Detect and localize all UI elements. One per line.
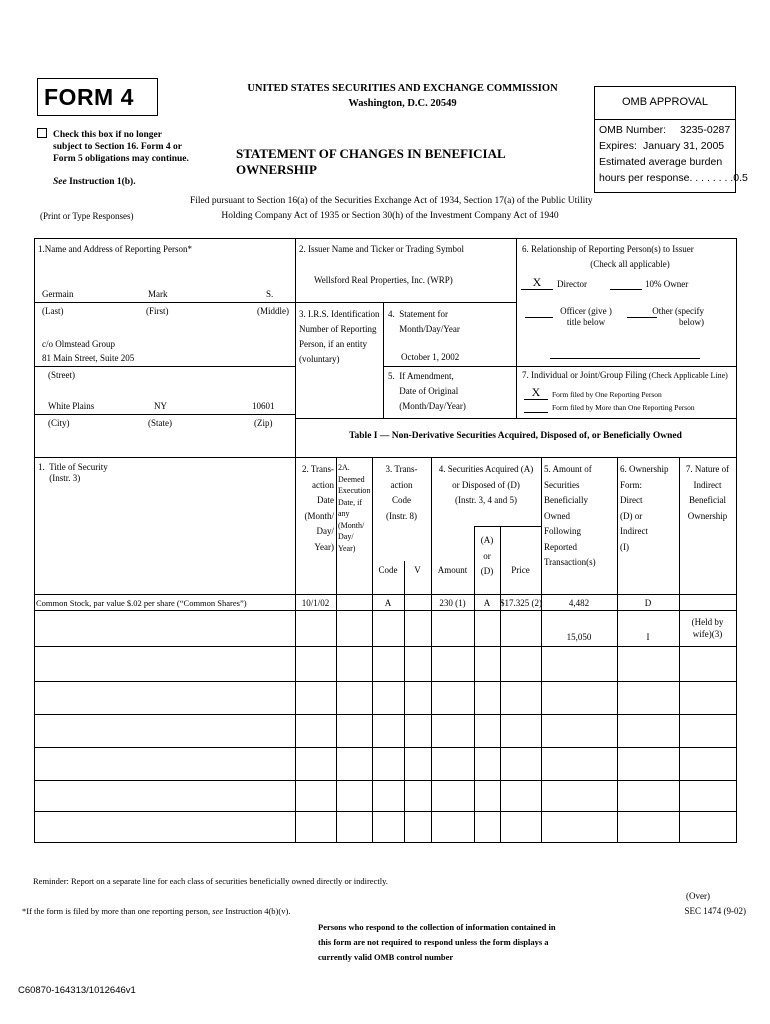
ten-percent-owner-check[interactable] — [610, 289, 642, 290]
col-amount: Amount — [437, 565, 468, 575]
over-label: (Over) — [686, 891, 710, 901]
other-label: Other (specify below) — [652, 306, 704, 328]
first-name-value: Mark — [148, 289, 168, 299]
document-id: C60870-164313/1012646v1 — [18, 985, 136, 996]
group-filing-suffix: (Check Applicable Line) — [646, 371, 728, 380]
more-persons-label: Form filed by More than One Reporting Person — [552, 403, 695, 412]
director-label: Director — [557, 279, 587, 289]
last-label: (Last) — [42, 306, 64, 316]
row-ownership-form: D — [644, 598, 652, 608]
irs-id-label: 3. I.R.S. Identification Number of Reporting Person, if an entity (voluntary) — [299, 309, 380, 364]
multiple-reporting-see: see — [212, 906, 224, 916]
omb-burden-line1: Estimated average burden — [599, 156, 723, 168]
row-code: A — [384, 598, 392, 608]
omb-number-label: OMB Number: — [599, 124, 667, 136]
group-filing-label — [522, 370, 728, 381]
check-box-notice: Check this box if no longer subject to Section 16. Form 4 or Form 5 obligations may continue. — [53, 130, 189, 164]
amendment-date-label: 5. If Amendment, Date of Original (Month/Day/Year) — [388, 371, 466, 411]
omb-burden-line2: hours per response. . . . . . . .0.5 — [599, 172, 748, 184]
last-name-value: Germain — [42, 289, 74, 299]
street-value: c/o Olmstead Group 81 Main Street, Suite 205 — [42, 339, 135, 363]
col-v: V — [414, 565, 421, 575]
multiple-reporting-suffix: Instruction 4(b)(v). — [223, 906, 291, 916]
table-row — [34, 614, 737, 644]
col-securities-acquired: 4. Securities Acquired (A) or Disposed of (D) (Instr. 3, 4 and 5) — [438, 464, 534, 505]
ten-percent-owner-label: 10% Owner — [645, 279, 689, 289]
col-price: Price — [511, 565, 530, 575]
one-person-label: Form filed by One Reporting Person — [552, 390, 662, 399]
col-amount-owned: 5. Amount of Securities Beneficially Owned Following Reported Transaction(s) — [544, 464, 596, 567]
city-label: (City) — [48, 418, 70, 428]
omb-number-value: 3235-0287 — [680, 124, 731, 136]
filed-pursuant-line1: Filed pursuant to Section 16(a) of the Securities Exchange Act of 1934, Section 17(a) of the Public Utility — [190, 196, 593, 206]
col-nature-of-ownership: 7. Nature of Indirect Beneficial Ownership — [685, 464, 730, 521]
middle-label: (Middle) — [257, 306, 289, 316]
state-label: (State) — [148, 418, 172, 428]
statement-date-label: 4. Statement for Month/Day/Year — [388, 309, 460, 334]
row-owned: 15,050 — [566, 632, 592, 642]
relationship-sublabel: (Check all applicable) — [590, 259, 670, 269]
table-row — [34, 598, 737, 610]
zip-value: 10601 — [252, 401, 275, 411]
middle-name-value: S. — [266, 289, 274, 299]
row-title: Common Stock, par value $.02 per share (“Common Shares”) — [36, 598, 247, 608]
no-longer-subject-checkbox[interactable] — [37, 128, 47, 138]
row-price: $17.325 (2) — [500, 598, 542, 608]
form-title: FORM 4 — [37, 78, 158, 116]
more-persons-check[interactable] — [524, 412, 548, 413]
statement-title: STATEMENT OF CHANGES IN BENEFICIAL OWNERSHIP — [236, 146, 505, 178]
row-amount: 230 (1) — [439, 598, 466, 608]
col-deemed-execution-date: 2A. Deemed Execution Date, if any (Month/ Day/ Year) — [338, 463, 371, 553]
col-transaction-date: 2. Trans- action Date (Month/ Day/ Year) — [301, 464, 334, 552]
omb-approval-title: OMB APPROVAL — [622, 96, 708, 108]
relationship-label: 6. Relationship of Reporting Person(s) to Issuer — [522, 244, 694, 254]
col-code: Code — [378, 565, 398, 575]
omb-expires-value: January 31, 2005 — [643, 140, 725, 152]
table1-title: Table I — Non-Derivative Securities Acquired, Disposed of, or Beneficially Owned — [349, 431, 682, 441]
sec-form-number: SEC 1474 (9-02) — [684, 906, 746, 916]
issuer-name-value: Wellsford Real Properties, Inc. (WRP) — [314, 275, 453, 285]
multiple-reporting-prefix: *If the form is filed by more than one reporting person, — [22, 906, 213, 916]
officer-check[interactable] — [525, 317, 553, 318]
statement-date-value: October 1, 2002 — [401, 352, 460, 362]
officer-title-line[interactable] — [550, 358, 700, 359]
state-value: NY — [154, 401, 167, 411]
reporting-person-label: 1.Name and Address of Reporting Person* — [38, 244, 192, 254]
reminder-note: Reminder: Report on a separate line for each class of securities beneficially owned directly or indirectly. — [33, 876, 388, 886]
zip-label: (Zip) — [254, 418, 273, 428]
issuer-name-label: 2. Issuer Name and Ticker or Trading Symbol — [299, 244, 464, 254]
multiple-reporting-note — [22, 906, 290, 917]
instruction-reference — [53, 177, 213, 189]
row-nature: (Held by wife)(3) — [691, 617, 724, 639]
one-person-check[interactable]: X — [524, 386, 548, 400]
col-transaction-code: 3. Trans- action Code (Instr. 8) — [385, 464, 418, 521]
filed-pursuant-line2: Holding Company Act of 1935 or Section 30(h) of the Investment Company Act of 1940 — [221, 211, 559, 221]
street-label: (Street) — [48, 370, 75, 380]
instruction-text: Instruction 1(b). — [66, 177, 136, 187]
omb-expires-label: Expires: — [599, 140, 637, 152]
row-date: 10/1/02 — [301, 598, 330, 608]
persons-respond-notice: Persons who respond to the collection of information contained in this form are not required to respond unless the form displays a currently valid OMB control number — [318, 922, 556, 962]
city-value: White Plains — [48, 401, 95, 411]
agency-name: UNITED STATES SECURITIES AND EXCHANGE COMMISSION — [247, 83, 558, 94]
row-a-or-d: A — [483, 598, 491, 608]
col-title-of-security: 1. Title of Security (Instr. 3) — [38, 462, 108, 484]
officer-label: Officer (give ) title below — [560, 306, 612, 328]
first-label: (First) — [146, 306, 169, 316]
agency-city: Washington, D.C. 20549 — [348, 98, 457, 109]
group-filing-title: 7. Individual or Joint/Group Filing — [522, 370, 647, 380]
row-owned: 4,482 — [568, 598, 590, 608]
col-a-or-d: (A) or (D) — [480, 535, 494, 576]
col-ownership-form: 6. Ownership Form: Direct (D) or Indirect (I) — [620, 464, 669, 552]
row-ownership-form: I — [646, 632, 650, 642]
director-check[interactable]: X — [521, 276, 553, 290]
print-type-note: (Print or Type Responses) — [40, 211, 134, 221]
see-label: See — [53, 177, 67, 187]
